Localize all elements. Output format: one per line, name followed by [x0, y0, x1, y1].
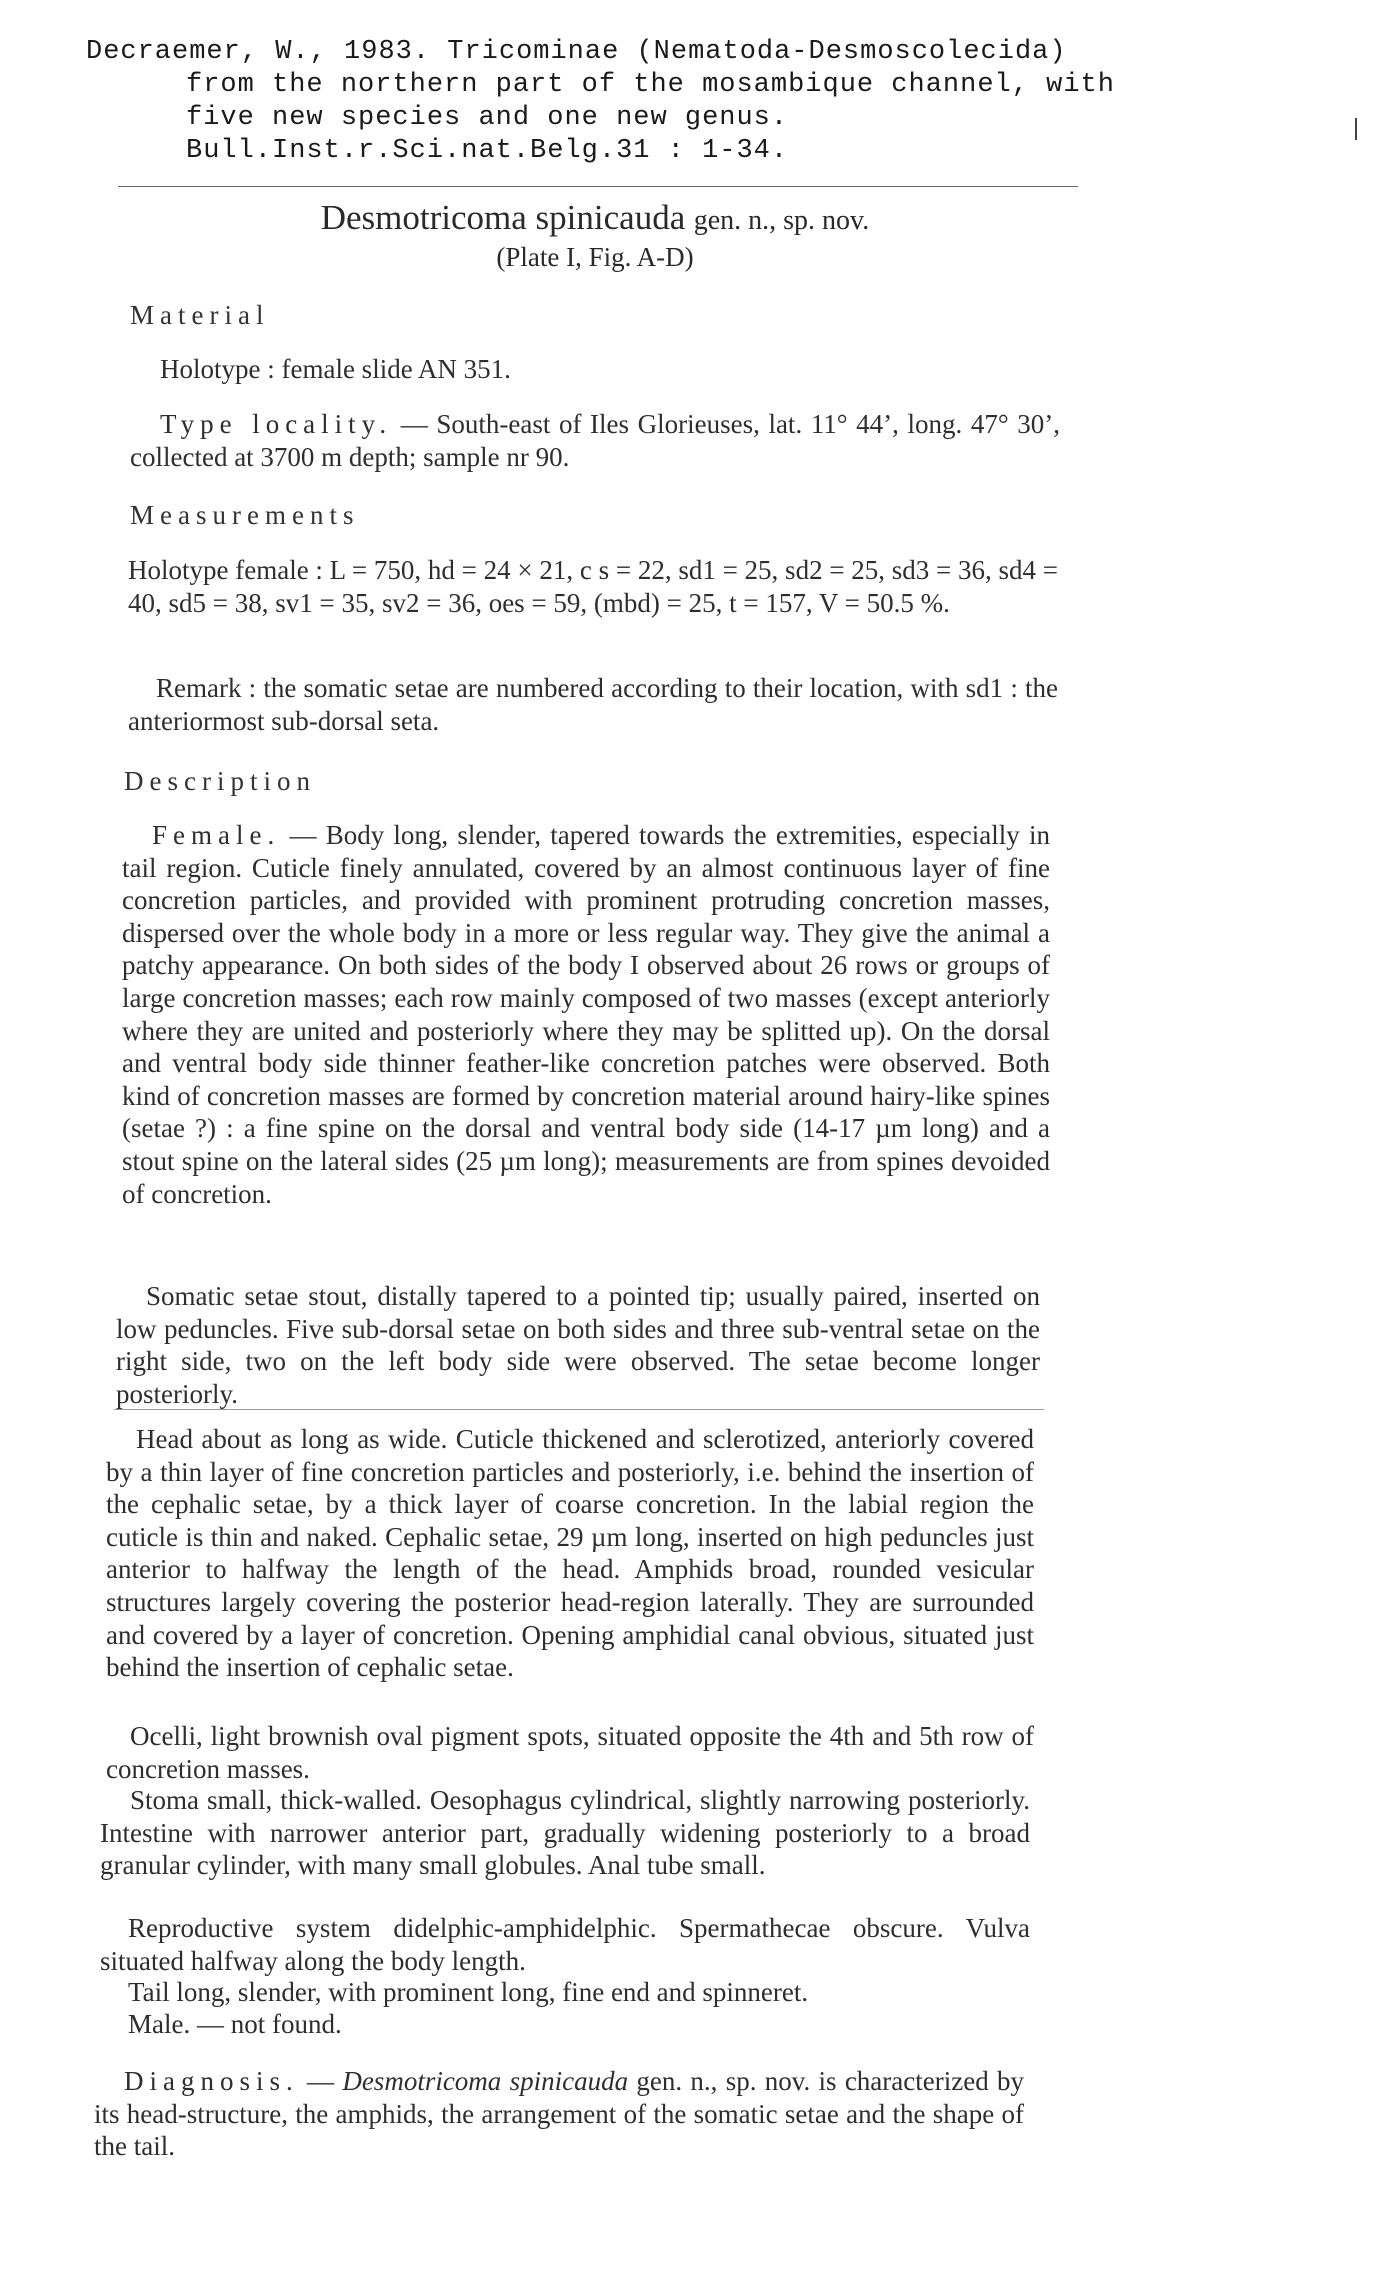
- holotype-line: Holotype : female slide AN 351.: [160, 354, 511, 384]
- type-locality-text: — South-east of Iles Glorieuses, lat. 11° 44’, long. 47° 30’, collected at 3700 m depth; sample nr 90.: [130, 409, 1061, 472]
- measurements-paragraph: Holotype female : L = 750, hd = 24 × 21, c s = 22, sd1 = 25, sd2 = 25, sd3 = 36, sd4 = 40, sd5 = 38, sv1 = 35, sv2 = 36, oes = 59, (mbd) = 25, t = 157, V = 50.5 %.: [128, 555, 1059, 618]
- type-locality-label: Type locality.: [160, 409, 393, 439]
- diagnosis-dash: —: [298, 2066, 343, 2096]
- taxon-status: gen. n., sp. nov.: [693, 205, 870, 236]
- description-heading: Description: [124, 766, 316, 796]
- diagnosis-label: Diagnosis.: [124, 2066, 299, 2096]
- ocelli-paragraph: Ocelli, light brownish oval pigment spots, situated opposite the 4th and 5th row of concretion masses.: [106, 1721, 1034, 1784]
- citation-line-4: Bull.Inst.r.Sci.nat.Belg.31 : 1-34.: [186, 136, 789, 166]
- margin-mark: [1355, 118, 1357, 140]
- type-locality-paragraph: [130, 408, 1060, 473]
- diagnosis-paragraph: [94, 2065, 1024, 2163]
- citation-line-1: Decraemer, W., 1983. Tricominae (Nematoda-Desmoscolecida): [86, 37, 1067, 67]
- reproductive-paragraph: Reproductive system didelphic-amphidelphic. Spermathecae obscure. Vulva situated halfway along the body length.: [100, 1913, 1030, 1976]
- head-paragraph: Head about as long as wide. Cuticle thickened and sclerotized, anteriorly covered by a thin layer of fine concretion particles and posteriorly, i.e. behind the insertion of the cephalic setae, by a thick layer of coarse concretion. In the labial region the cuticle is thin and naked. Cephalic setae, 29 µm long, inserted on high peduncles just anterior to halfway the length of the head. Amphids broad, rounded vesicular structures largely covering the posterior head-region laterally. They are surrounded and covered by a layer of concretion. Opening amphidial canal obvious, situated just behind the insertion of cephalic setae.: [106, 1424, 1034, 1683]
- male-paragraph: Male. — not found.: [128, 2009, 342, 2039]
- citation-line-3: five new species and one new genus.: [186, 103, 789, 133]
- female-label: Female.: [152, 820, 281, 850]
- species-name: Desmotricoma spinicauda: [320, 198, 686, 237]
- remark-paragraph: Remark : the somatic setae are numbered according to their location, with sd1 : the anteriormost sub-dorsal seta.: [128, 673, 1058, 736]
- measurements-heading: Measurements: [130, 500, 360, 530]
- plate-reference: (Plate I, Fig. A-D): [496, 242, 694, 272]
- diagnosis-text: gen. n., sp. nov. is characterized by its head-structure, the amphids, the arrangement of the somatic setae and the shape of the tail.: [94, 2066, 1024, 2162]
- diagnosis-species: Desmotricoma spinicauda: [342, 2066, 629, 2096]
- species-title: [0, 198, 1190, 241]
- citation-block: [86, 36, 1336, 168]
- female-text: — Body long, slender, tapered towards the extremities, especially in tail region. Cuticle finely annulated, covered by an almost continuous layer of fine concretion particles, and provided with prominent protruding concretion masses, dispersed over the whole body in a more or less regular way. They give the animal a patchy appearance. On both sides of the body I observed about 26 rows or groups of large concretion masses; each row mainly composed of two masses (except anteriorly where they are united and posteriorly where they may be splitted up). On the dorsal and ventral body side thinner feather-like concretion patches were observed. Both kind of concretion masses are formed by concretion material around hairy-like spines (setae ?) : a fine spine on the dorsal and ventral body side (14-17 µm long) and a stout spine on the lateral sides (25 µm long); measurements are from spines devoided of concretion.: [122, 820, 1050, 1209]
- material-heading: Material: [130, 300, 270, 330]
- stoma-paragraph: Stoma small, thick-walled. Oesophagus cylindrical, slightly narrowing posteriorly. Intestine with narrower anterior part, gradually widening posteriorly to a broad granular cylinder, with many small globules. Anal tube small.: [100, 1785, 1030, 1881]
- citation-divider: [118, 186, 1078, 187]
- tail-paragraph: Tail long, slender, with prominent long, fine end and spinneret.: [128, 1977, 809, 2007]
- section-divider: [114, 1409, 1044, 1410]
- citation-line-2: from the northern part of the mosambique channel, with: [186, 70, 1115, 100]
- somatic-setae-paragraph: Somatic setae stout, distally tapered to a pointed tip; usually paired, inserted on low peduncles. Five sub-dorsal setae on both sides and three sub-ventral setae on the right side, two on the left body side were observed. The setae become longer posteriorly.: [116, 1281, 1040, 1409]
- female-description: [122, 819, 1050, 1210]
